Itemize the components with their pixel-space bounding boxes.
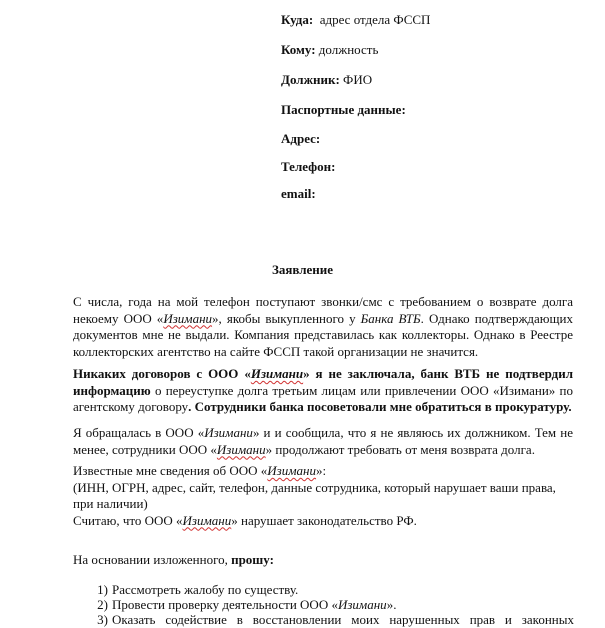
- whom-line: [281, 42, 378, 58]
- list-item-text-a: Провести проверку деятельности ООО «: [112, 597, 338, 612]
- debtor-line: [281, 72, 372, 88]
- p2-text-b: » я не заключала, банк ВТБ не подтвердил информацию: [73, 366, 574, 398]
- p4-line-1-b: »:: [316, 463, 327, 478]
- debtor-value: ФИО: [343, 72, 373, 87]
- to-line: [281, 12, 430, 28]
- p3-company-2: Изимани: [216, 441, 266, 457]
- address-line: [281, 131, 320, 147]
- paragraph-1: [73, 294, 573, 360]
- p2-company: Изимани: [250, 366, 304, 381]
- phone-line: [281, 159, 335, 175]
- p2-text-d: . Сотрудники банка посоветовали мне обратиться в прокуратуру.: [188, 399, 572, 414]
- p1-text-b: », якобы выкупленного у: [212, 310, 361, 326]
- p1-text-a: С числа, года на мой телефон поступают звонки/смс с требованием о возврате долга некоему ООО «: [73, 294, 573, 326]
- p1-bank: Банка ВТБ: [360, 310, 421, 326]
- list-item: [92, 582, 574, 598]
- whom-label: Кому:: [281, 42, 316, 57]
- list-item-text: [112, 597, 574, 613]
- p4-company: Изимани: [267, 463, 317, 478]
- p3-text-b: » и и сообщила, что я не являюсь их должником. Тем не менее, сотрудники ООО «: [73, 425, 573, 457]
- p4-line-1-a: Известные мне сведения об ООО «: [73, 463, 268, 478]
- p4-line-1: [73, 463, 573, 480]
- list-item-text: Рассмотреть жалобу по существу.: [112, 582, 299, 597]
- p1-text-c: . Однако подтверждающих документов мне не выдали. Компания представилась как коллекторы. Однако в Реестре коллекторских агентство на сайте ФССП такой организации не значится.: [73, 310, 573, 359]
- paragraph-4: [73, 463, 573, 529]
- p3-company: Изимани: [204, 425, 253, 440]
- list-item-text-b: ».: [386, 597, 397, 612]
- list-item-text: Оказать содействие в восстановлении моих нарушенных прав и законных: [112, 612, 574, 627]
- email-label: email:: [281, 186, 316, 201]
- p4-line-3: [73, 513, 573, 530]
- p3-text-a: Я обращалась в ООО «: [73, 425, 205, 440]
- passport-line: [281, 102, 406, 118]
- debtor-label: Должник:: [281, 72, 340, 87]
- p1-company: Изимани: [163, 310, 213, 326]
- p4-line-2: (ИНН, ОГРН, адрес, сайт, телефон, данные сотрудника, который нарушает ваши права, при наличии): [73, 479, 556, 511]
- address-label: Адрес:: [281, 131, 321, 146]
- p2-text-a: Никаких договоров с ООО «: [73, 366, 251, 381]
- to-label: Куда:: [281, 12, 314, 27]
- list-item-number: 3): [97, 612, 108, 627]
- p3-text-c: » продолжают требовать от меня возврата долга.: [265, 441, 535, 457]
- whom-value: должность: [318, 42, 379, 57]
- phone-label: Телефон:: [281, 159, 336, 174]
- p2-text-c: о переуступке долга третьим лицам или привлечении ООО «Изимани» по агентскому договору: [73, 382, 573, 414]
- request-line: [73, 552, 573, 569]
- paragraph-3: [73, 425, 573, 458]
- to-value: адрес отдела ФССП: [319, 12, 431, 27]
- p4-company-2: Изимани: [182, 512, 232, 528]
- request-text: На основании изложенного,: [73, 552, 232, 567]
- p4-line-3-a: Считаю, что ООО «: [73, 512, 183, 528]
- p4-line-3-b: » нарушает законодательство РФ.: [231, 512, 417, 528]
- list-item-company: Изимани: [337, 597, 387, 612]
- paragraph-2: [73, 366, 573, 416]
- email-line: [281, 186, 316, 202]
- list-item: [92, 597, 574, 613]
- list-item-number: 1): [97, 582, 108, 597]
- passport-label: Паспортные данные:: [281, 102, 406, 117]
- request-bold: прошу:: [231, 552, 274, 567]
- list-item-number: 2): [97, 597, 108, 612]
- document-title: Заявление: [271, 262, 334, 277]
